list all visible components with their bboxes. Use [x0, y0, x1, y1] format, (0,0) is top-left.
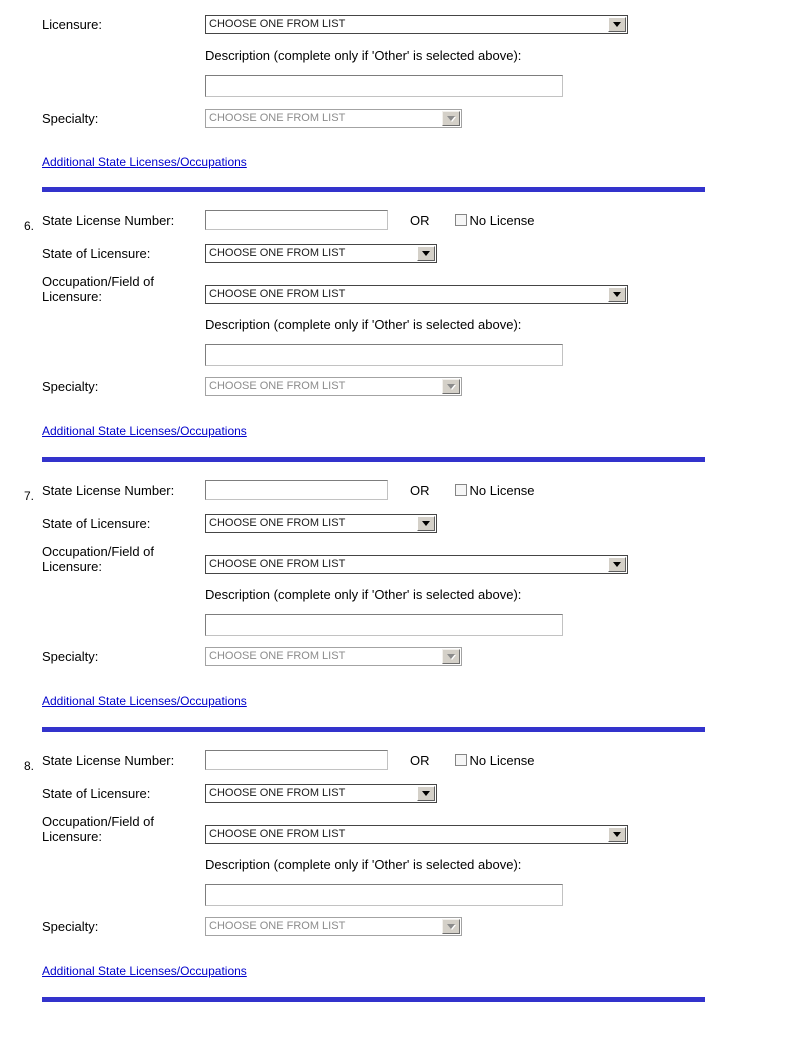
section-divider-rule	[42, 187, 705, 192]
or-label: OR	[410, 212, 430, 228]
section-divider-rule	[42, 997, 705, 1002]
state-of-licensure-select-value: CHOOSE ONE FROM LIST	[209, 248, 346, 259]
additional-licenses-link[interactable]: Additional State Licenses/Occupations	[42, 694, 247, 708]
state-license-number-input[interactable]	[205, 750, 388, 770]
occupation-select[interactable]	[205, 555, 628, 574]
licensure-select-value: CHOOSE ONE FROM LIST	[209, 19, 346, 30]
description-input[interactable]	[205, 884, 563, 906]
state-of-licensure-select-value: CHOOSE ONE FROM LIST	[209, 518, 346, 529]
description-label: Description (complete only if 'Other' is selected above):	[205, 587, 522, 602]
numbered-sections-host	[24, 210, 794, 1002]
specialty-label: Specialty:	[42, 111, 99, 126]
section-number: 7.	[24, 489, 35, 503]
specialty-select-value: CHOOSE ONE FROM LIST	[209, 381, 346, 392]
state-of-licensure-select[interactable]	[205, 514, 437, 533]
additional-licenses-link[interactable]: Additional State Licenses/Occupations	[42, 155, 247, 169]
state-license-number-input[interactable]	[205, 480, 388, 500]
occupation-select[interactable]	[205, 285, 628, 304]
description-label: Description (complete only if 'Other' is selected above):	[205, 317, 522, 332]
specialty-row	[42, 377, 794, 396]
dropdown-arrow-button-disabled	[442, 111, 460, 126]
section-number: 8.	[24, 759, 35, 773]
licensure-select[interactable]	[205, 15, 628, 34]
dropdown-arrow-button[interactable]	[608, 557, 626, 572]
specialty-select-value: CHOOSE ONE FROM LIST	[209, 113, 346, 124]
dropdown-arrow-button-disabled	[442, 379, 460, 394]
specialty-label: Specialty:	[42, 649, 99, 664]
chevron-down-icon	[447, 654, 455, 659]
dropdown-arrow-button[interactable]	[417, 516, 435, 531]
specialty-select	[205, 917, 462, 936]
state-license-number-label: State License Number:	[42, 212, 175, 228]
specialty-select	[205, 647, 462, 666]
state-of-licensure-row	[42, 514, 794, 533]
state-of-licensure-label: State of Licensure:	[42, 246, 151, 261]
additional-licenses-link[interactable]: Additional State Licenses/Occupations	[42, 424, 247, 438]
license-section	[24, 750, 794, 1002]
dropdown-arrow-button[interactable]	[417, 246, 435, 261]
state-license-number-input[interactable]	[205, 210, 388, 230]
additional-licenses-link[interactable]: Additional State Licenses/Occupations	[42, 964, 247, 978]
state-of-licensure-select[interactable]	[205, 784, 437, 803]
licensure-label: Licensure:	[42, 17, 102, 32]
license-section	[24, 210, 794, 462]
occupation-row	[42, 544, 794, 574]
licensure-row	[42, 15, 794, 34]
section-divider-rule	[42, 727, 705, 732]
state-of-licensure-label: State of Licensure:	[42, 516, 151, 531]
chevron-down-icon	[447, 384, 455, 389]
specialty-row	[42, 917, 794, 936]
specialty-select-value: CHOOSE ONE FROM LIST	[209, 921, 346, 932]
state-of-licensure-label: State of Licensure:	[42, 786, 151, 801]
occupation-select-value: CHOOSE ONE FROM LIST	[209, 289, 346, 300]
no-license-label: No License	[469, 752, 535, 768]
occupation-label: Occupation/Field of Licensure:	[42, 814, 155, 844]
license-section-top	[42, 15, 794, 192]
dropdown-arrow-button-disabled	[442, 649, 460, 664]
or-label: OR	[410, 482, 430, 498]
state-of-licensure-select-value: CHOOSE ONE FROM LIST	[209, 788, 346, 799]
state-license-number-label: State License Number:	[42, 752, 175, 768]
specialty-row	[42, 109, 794, 128]
no-license-checkbox[interactable]	[455, 484, 467, 496]
occupation-select-value: CHOOSE ONE FROM LIST	[209, 829, 346, 840]
license-number-row	[42, 210, 794, 230]
dropdown-arrow-button-disabled	[442, 919, 460, 934]
no-license-checkbox[interactable]	[455, 754, 467, 766]
state-of-licensure-select[interactable]	[205, 244, 437, 263]
chevron-down-icon	[422, 521, 430, 526]
occupation-row	[42, 814, 794, 844]
specialty-select	[205, 109, 462, 128]
chevron-down-icon	[613, 832, 621, 837]
chevron-down-icon	[422, 251, 430, 256]
chevron-down-icon	[447, 116, 455, 121]
license-number-fields	[205, 210, 535, 230]
specialty-label: Specialty:	[42, 379, 99, 394]
state-of-licensure-row	[42, 244, 794, 263]
description-input[interactable]	[205, 344, 563, 366]
specialty-select	[205, 377, 462, 396]
or-label: OR	[410, 752, 430, 768]
description-input[interactable]	[205, 614, 563, 636]
occupation-select-value: CHOOSE ONE FROM LIST	[209, 559, 346, 570]
no-license-checkbox[interactable]	[455, 214, 467, 226]
chevron-down-icon	[613, 292, 621, 297]
license-number-fields	[205, 750, 535, 770]
dropdown-arrow-button[interactable]	[608, 287, 626, 302]
license-number-row	[42, 480, 794, 500]
dropdown-arrow-button[interactable]	[417, 786, 435, 801]
occupation-select[interactable]	[205, 825, 628, 844]
chevron-down-icon	[613, 22, 621, 27]
occupation-row	[42, 274, 794, 304]
dropdown-arrow-button[interactable]	[608, 827, 626, 842]
license-number-fields	[205, 480, 535, 500]
specialty-label: Specialty:	[42, 919, 99, 934]
no-license-label: No License	[469, 212, 535, 228]
description-label: Description (complete only if 'Other' is selected above):	[205, 857, 522, 872]
license-section	[24, 480, 794, 732]
section-divider-rule	[42, 457, 705, 462]
chevron-down-icon	[422, 791, 430, 796]
no-license-label: No License	[469, 482, 535, 498]
description-label: Description (complete only if 'Other' is selected above):	[205, 48, 522, 63]
occupation-label: Occupation/Field of Licensure:	[42, 544, 155, 574]
specialty-select-value: CHOOSE ONE FROM LIST	[209, 651, 346, 662]
dropdown-arrow-button[interactable]	[608, 17, 626, 32]
state-of-licensure-row	[42, 784, 794, 803]
chevron-down-icon	[613, 562, 621, 567]
occupation-label: Occupation/Field of Licensure:	[42, 274, 155, 304]
description-input[interactable]	[205, 75, 563, 97]
state-license-number-label: State License Number:	[42, 482, 175, 498]
chevron-down-icon	[447, 924, 455, 929]
specialty-row	[42, 647, 794, 666]
section-number: 6.	[24, 219, 35, 233]
license-number-row	[42, 750, 794, 770]
